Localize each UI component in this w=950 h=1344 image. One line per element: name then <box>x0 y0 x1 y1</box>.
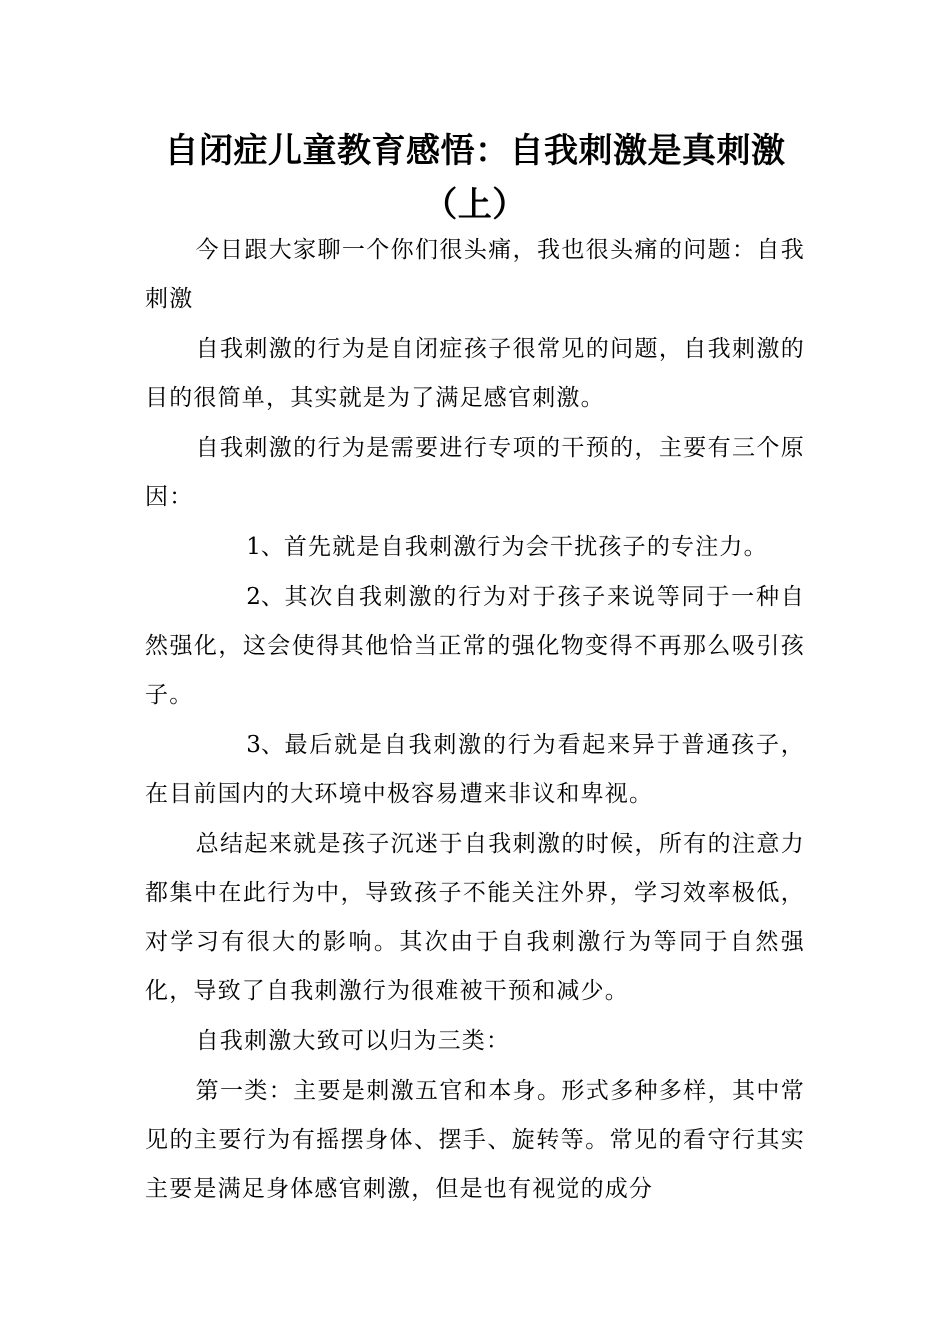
paragraph: 第一类：主要是刺激五官和本身。形式多种多样，其中常见的主要行为有摇摆身体、摆手、旋转等。常见的看守行其实主要是满足身体感官刺激，但是也有视觉的成分 <box>145 1078 805 1202</box>
paragraph: 自我刺激大致可以归为三类： <box>195 1028 511 1054</box>
list-item <box>145 573 805 720</box>
paragraph: 自我刺激的行为是需要进行专项的干预的，主要有三个原因： <box>145 435 805 510</box>
list-item-number: 2、 <box>246 584 284 610</box>
paragraph: 自我刺激的行为是自闭症孩子很常见的问题，自我刺激的目的很简单，其实就是为了满足感官刺激。 <box>145 336 805 411</box>
paragraph: 总结起来就是孩子沉迷于自我刺激的时候，所有的注意力都集中在此行为中，导致孩子不能关注外界，学习效率极低，对学习有很大的影响。其次由于自我刺激行为等同于自然强化，导致了自我刺激行为很难被干预和减少。 <box>145 831 805 1004</box>
list-item-number: 3、 <box>246 732 284 758</box>
list-item <box>145 523 805 572</box>
title-line-1: 自闭症儿童教育感悟：自我刺激是真刺激 <box>164 131 786 171</box>
paragraph: 今日跟大家聊一个你们很头痛，我也很头痛的问题：自我刺激 <box>145 237 805 312</box>
list-item-number: 1、 <box>246 534 284 560</box>
list-item <box>145 721 805 819</box>
list-item-text: 其次自我刺激的行为对于孩子来说等同于一种自然强化，这会使得其他恰当正常的强化物变得不再那么吸引孩子。 <box>145 584 805 708</box>
document-body <box>145 226 805 1215</box>
list-item-text: 最后就是自我刺激的行为看起来异于普通孩子，在目前国内的大环境中极容易遭来非议和卑视。 <box>145 732 805 807</box>
title-line-2: （上） <box>423 185 527 225</box>
document-title <box>145 124 805 232</box>
list-item-text: 首先就是自我刺激行为会干扰孩子的专注力。 <box>283 534 768 560</box>
